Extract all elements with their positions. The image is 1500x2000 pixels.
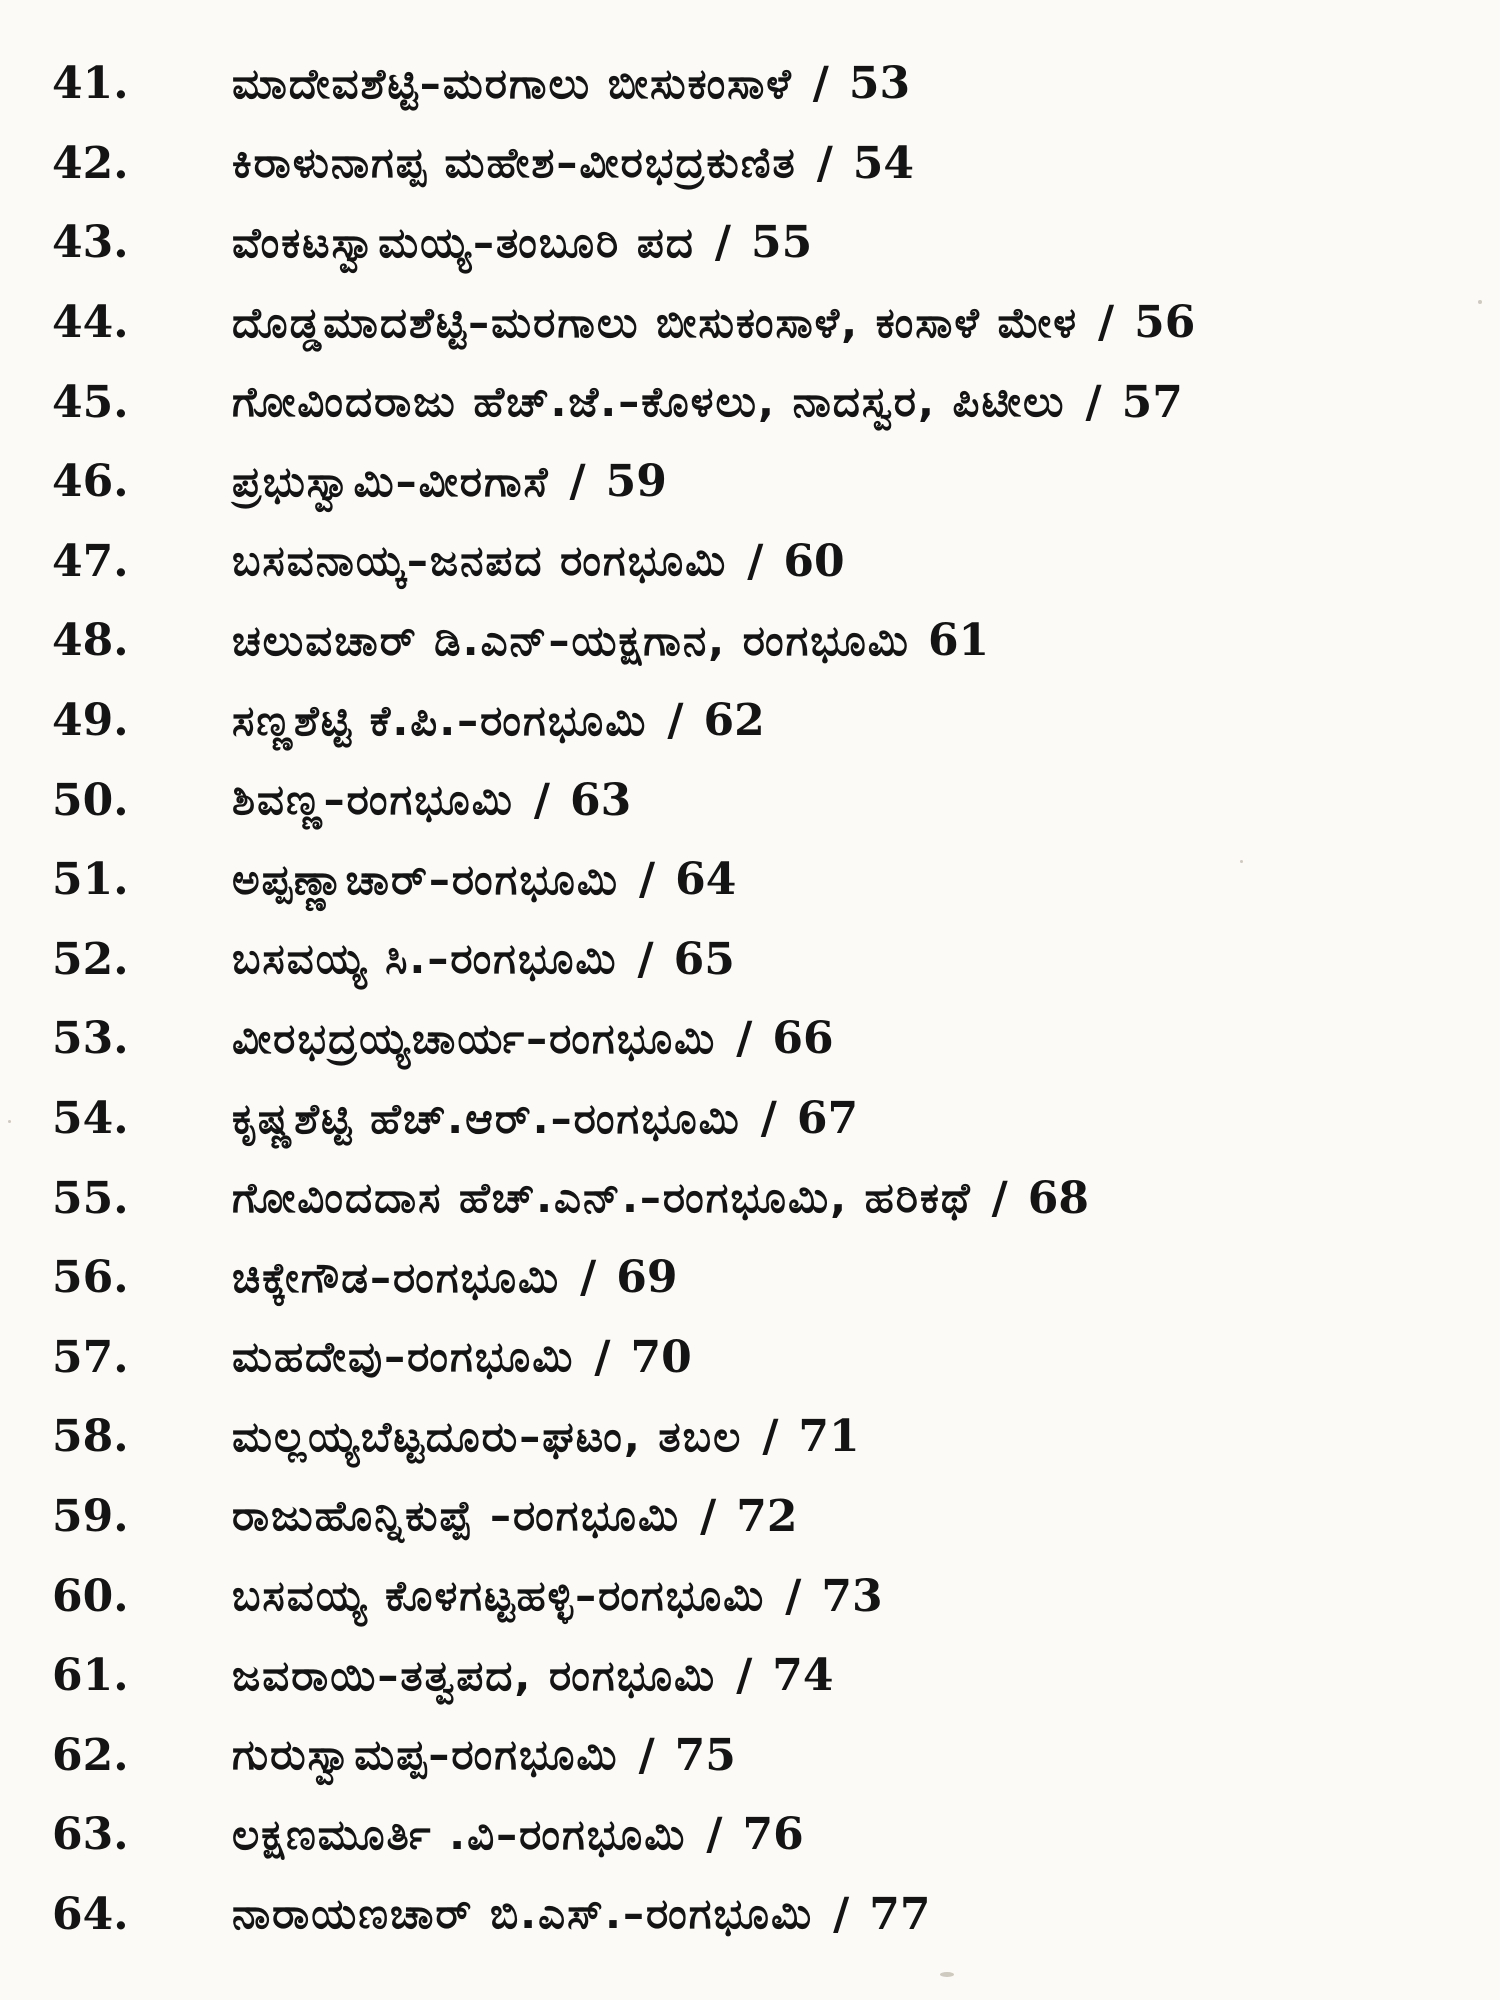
- entry-number: 59.: [52, 1490, 129, 1542]
- toc-entry: [0, 283, 1500, 363]
- entry-number: 44.: [52, 297, 129, 349]
- entry-page-number: 66: [772, 1013, 834, 1065]
- entry-title: ಜವರಾಯಿ–ತತ್ವಪದ, ರಂಗಭೂಮಿ: [232, 1650, 717, 1700]
- entry-number: 52.: [52, 933, 129, 985]
- entry-number: 56.: [52, 1252, 129, 1304]
- entry-page-number: 76: [742, 1809, 804, 1861]
- entry-number: 55.: [52, 1172, 129, 1224]
- entry-title: ವೀರಭದ್ರಯ್ಯಚಾರ್ಯ–ರಂಗಭೂಮಿ: [232, 1013, 717, 1063]
- entry-separator: /: [760, 1093, 777, 1145]
- entry-page-number: 64: [675, 854, 737, 906]
- entry-separator: /: [706, 1809, 723, 1861]
- entry-separator: /: [785, 1570, 802, 1622]
- entry-number: 57.: [52, 1331, 129, 1383]
- entry-title: ಮಹದೇವು–ರಂಗಭೂಮಿ: [232, 1332, 575, 1382]
- toc-entry: [0, 601, 1500, 681]
- toc-entry: [0, 1158, 1500, 1238]
- entry-title: ಚಿಕ್ಕೇಗೌಡ–ರಂಗಭೂಮಿ: [232, 1252, 561, 1302]
- entry-page-number: 62: [703, 695, 765, 747]
- entry-separator: /: [762, 1411, 779, 1463]
- table-of-contents: [0, 44, 1500, 1954]
- entry-page-number: 55: [750, 217, 813, 269]
- paper-speck: [1478, 300, 1482, 304]
- entry-title: ಬಸವನಾಯ್ಕ–ಜನಪದ ರಂಗಭೂಮಿ: [232, 536, 728, 586]
- toc-entry: [0, 44, 1500, 124]
- toc-entry: [0, 760, 1500, 840]
- entry-page-number: 73: [821, 1570, 883, 1622]
- entry-separator: /: [747, 535, 764, 587]
- entry-number: 62.: [52, 1729, 129, 1781]
- entry-title: ಅಪ್ಪಣ್ಣಾಚಾರ್–ರಂಗಭೂಮಿ: [232, 854, 619, 904]
- entry-page-number: 60: [783, 535, 845, 587]
- entry-number: 60.: [52, 1570, 129, 1622]
- toc-entry: [0, 362, 1500, 442]
- entry-title: ಪ್ರಭುಸ್ವಾಮಿ–ವೀರಗಾಸೆ: [232, 456, 550, 506]
- paper-speck: [940, 1972, 954, 1977]
- toc-entry: [0, 920, 1500, 1000]
- entry-title: ಕೃಷ್ಣಶೆಟ್ಟಿ ಹೆಚ್.ಆರ್.–ರಂಗಭೂಮಿ: [232, 1093, 741, 1143]
- entry-title: ಶಿವಣ್ಣ–ರಂಗಭೂಮಿ: [232, 775, 514, 825]
- toc-entry: [0, 1715, 1500, 1795]
- entry-number: 41.: [52, 58, 129, 110]
- entry-title: ವೆಂಕಟಸ್ವಾಮಯ್ಯ–ತಂಬೂರಿ ಪದ: [232, 217, 695, 267]
- entry-number: 49.: [52, 695, 129, 747]
- toc-entry: [0, 1238, 1500, 1318]
- toc-entry: [0, 1875, 1500, 1955]
- entry-number: 64.: [52, 1888, 129, 1940]
- toc-entry: [0, 1795, 1500, 1875]
- entry-number: 63.: [52, 1809, 129, 1861]
- entry-page-number: 67: [796, 1093, 859, 1145]
- entry-number: 53.: [52, 1013, 129, 1065]
- entry-number: 51.: [52, 854, 129, 906]
- entry-title: ನಾರಾಯಣಚಾರ್ ಬಿ.ಎಸ್.–ರಂಗಭೂಮಿ: [232, 1889, 814, 1939]
- toc-entry: [0, 840, 1500, 920]
- entry-page-number: 61: [927, 615, 990, 667]
- entry-separator: /: [639, 854, 656, 906]
- paper-speck: [1240, 860, 1243, 863]
- entry-separator: /: [594, 1331, 611, 1383]
- entry-number: 48.: [52, 615, 129, 667]
- entry-page-number: 71: [798, 1411, 860, 1463]
- entry-separator: /: [736, 1650, 753, 1702]
- entry-page-number: 68: [1027, 1172, 1089, 1224]
- entry-page-number: 70: [630, 1331, 692, 1383]
- entry-separator: /: [637, 933, 654, 985]
- entry-separator: /: [569, 456, 586, 508]
- entry-separator: /: [1098, 297, 1115, 349]
- entry-number: 54.: [52, 1093, 129, 1145]
- toc-entry: [0, 522, 1500, 602]
- entry-number: 50.: [52, 774, 129, 826]
- toc-entry: [0, 124, 1500, 204]
- entry-separator: /: [667, 695, 684, 747]
- entry-separator: /: [833, 1888, 850, 1940]
- entry-title: ಲಕ್ಷಣಮೂರ್ತಿ .ವಿ–ರಂಗಭೂಮಿ: [232, 1809, 687, 1859]
- toc-entry: [0, 1397, 1500, 1477]
- entry-title: ಬಸವಯ್ಯ ಕೊಳಗಟ್ಟಹಳ್ಳಿ–ರಂಗಭೂಮಿ: [232, 1571, 766, 1621]
- entry-title: ಬಸವಯ್ಯ ಸಿ.–ರಂಗಭೂಮಿ: [232, 934, 618, 984]
- entry-number: 46.: [52, 456, 129, 508]
- entry-separator: /: [1085, 376, 1102, 428]
- entry-title: ದೊಡ್ಡಮಾದಶೆಟ್ಟಿ–ಮರಗಾಲು ಬೀಸುಕಂಸಾಳೆ, ಕಂಸಾಳೆ ಮೇಳ: [232, 297, 1078, 347]
- toc-entry: [0, 1477, 1500, 1557]
- entry-separator: /: [714, 217, 731, 269]
- entry-page-number: 65: [673, 933, 735, 985]
- entry-separator: /: [580, 1252, 597, 1304]
- entry-separator: /: [816, 137, 833, 189]
- entry-number: 47.: [52, 535, 129, 587]
- entry-title: ಗೋವಿಂದರಾಜು ಹೆಚ್.ಜೆ.–ಕೊಳಲು, ನಾದಸ್ವರ, ಪಿಟೀಲು: [232, 377, 1066, 427]
- entry-separator: /: [638, 1729, 655, 1781]
- entry-separator: /: [991, 1172, 1008, 1224]
- entry-page-number: 63: [569, 774, 632, 826]
- paper-speck: [8, 1120, 11, 1123]
- entry-number: 61.: [52, 1650, 129, 1702]
- entry-page-number: 74: [772, 1650, 834, 1702]
- entry-title: ಗುರುಸ್ವಾಮಪ್ಪ–ರಂಗಭೂಮಿ: [232, 1730, 619, 1780]
- entry-title: ರಾಜುಹೊನ್ನಿಕುಪ್ಪೆ –ರಂಗಭೂಮಿ: [232, 1491, 681, 1541]
- entry-number: 42.: [52, 137, 129, 189]
- entry-title: ಚಲುವಚಾರ್ ಡಿ.ಎನ್–ಯಕ್ಷಗಾನ, ರಂಗಭೂಮಿ: [232, 615, 910, 665]
- entry-page-number: 57: [1121, 376, 1183, 428]
- toc-entry: [0, 1079, 1500, 1159]
- entry-separator: /: [812, 58, 829, 110]
- toc-entry: [0, 442, 1500, 522]
- entry-number: 43.: [52, 217, 129, 269]
- toc-entry: [0, 999, 1500, 1079]
- toc-entry: [0, 1556, 1500, 1636]
- entry-separator: /: [700, 1490, 717, 1542]
- entry-title: ಕಿರಾಳುನಾಗಪ್ಪ ಮಹೇಶ–ವೀರಭದ್ರಕುಣಿತ: [232, 138, 797, 188]
- entry-page-number: 56: [1134, 297, 1196, 349]
- toc-entry: [0, 1318, 1500, 1398]
- entry-separator: /: [533, 774, 550, 826]
- toc-entry: [0, 681, 1500, 761]
- entry-title: ಮಾದೇವಶೆಟ್ಟಿ–ಮರಗಾಲು ಬೀಸುಕಂಸಾಳೆ: [232, 58, 793, 108]
- entry-page-number: 59: [605, 456, 667, 508]
- entry-number: 58.: [52, 1411, 129, 1463]
- entry-title: ಗೋವಿಂದದಾಸ ಹೆಚ್.ಎನ್.–ರಂಗಭೂಮಿ, ಹರಿಕಥೆ: [232, 1173, 972, 1223]
- entry-page-number: 72: [736, 1490, 798, 1542]
- entry-title: ಮಲ್ಲಯ್ಯಬೆಟ್ಟದೂರು–ಘಟಂ, ತಬಲ: [232, 1411, 743, 1461]
- entry-page-number: 69: [616, 1252, 678, 1304]
- entry-page-number: 77: [869, 1888, 931, 1940]
- entry-number: 45.: [52, 376, 129, 428]
- entry-separator: /: [736, 1013, 753, 1065]
- toc-entry: [0, 203, 1500, 283]
- entry-title: ಸಣ್ಣಶೆಟ್ಟಿ ಕೆ.ಪಿ.–ರಂಗಭೂಮಿ: [232, 695, 648, 745]
- toc-entry: [0, 1636, 1500, 1716]
- entry-page-number: 75: [674, 1729, 736, 1781]
- entry-page-number: 53: [848, 58, 911, 110]
- entry-page-number: 54: [852, 137, 915, 189]
